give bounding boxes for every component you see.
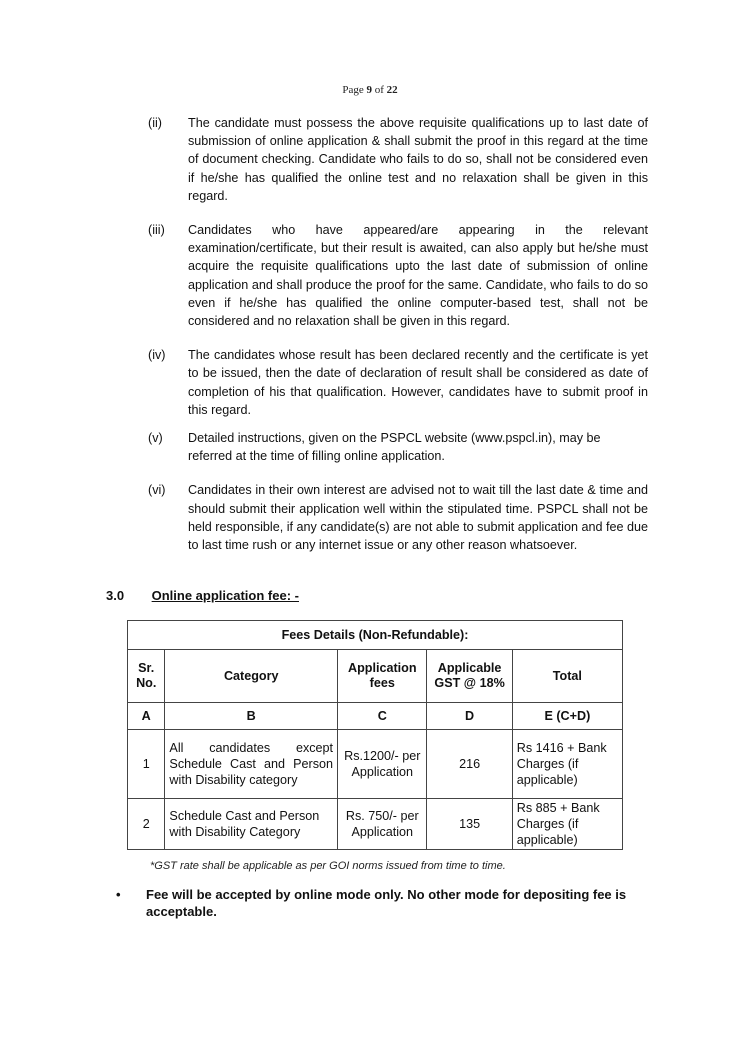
cell-sr: 1 (128, 730, 165, 799)
gst-footnote: *GST rate shall be applicable as per GOI norms issued from time to time. (150, 860, 506, 872)
fee-table (127, 620, 623, 850)
bullet-icon: • (116, 887, 121, 902)
fee-table-title: Fees Details (Non-Refundable): (128, 621, 623, 650)
section-title: Online application fee: - (151, 588, 299, 603)
column-header-sr-no: Sr. No. (128, 650, 165, 703)
list-item (148, 429, 648, 465)
column-header-total: Total (512, 650, 622, 703)
item-number: (iv) (148, 348, 166, 363)
column-header-application-fees: Application fees (338, 650, 427, 703)
list-item (148, 481, 648, 554)
item-text: The candidates whose result has been declared recently and the certificate is yet to be issued, then the date of declaration of result shall be considered as date of completion of his that qualification. However, candidates have to submit proof in this regard. (188, 348, 648, 417)
page-total: 22 (386, 84, 398, 96)
fee-mode-note (116, 886, 636, 920)
page-number (0, 84, 740, 96)
column-letter: B (165, 703, 338, 730)
list-item (148, 346, 648, 419)
column-letter: E (C+D) (512, 703, 622, 730)
list-item (148, 221, 648, 330)
table-row (128, 799, 623, 850)
item-text: Candidates in their own interest are advised not to wait till the last date & time and should submit their application well within the stipulated time. PSPCL shall not be held responsible, if any candidate(s) are not able to submit application and fee due to last time rush or any internet issue or any other reason whatsoever. (188, 483, 648, 553)
cell-gst: 135 (427, 799, 512, 850)
cell-category: Schedule Cast and Person with Disability Category (165, 799, 338, 850)
item-number: (ii) (148, 116, 162, 130)
column-header-category: Category (165, 650, 338, 703)
cell-gst: 216 (427, 730, 512, 799)
cell-fee: Rs. 750/- per Application (338, 799, 427, 850)
fee-mode-text: Fee will be accepted by online mode only. No other mode for depositing fee is acceptable. (146, 887, 627, 919)
item-text: The candidate must possess the above requisite qualifications up to last date of submission of online application & shall submit the proof in this regard at the time of document checking. Candidate who fails to do so, shall not be considered even if he/she has qualified the online test and no relaxation shall be given in this regard. (188, 116, 648, 203)
cell-sr: 2 (128, 799, 165, 850)
item-text: Candidates who have appeared/are appearing in the relevant examination/certificate, but their result is awaited, can also apply but he/she must acquire the requisite qualifications upto the last date of submission of online application and shall produce the proof for the same. Candidate, who fails to do so even if he/she has qualified the online computer-based test, shall not be considered and no relaxation shall be given in this regard. (188, 223, 648, 329)
table-row (128, 730, 623, 799)
cell-fee: Rs.1200/- per Application (338, 730, 427, 799)
column-letter: A (128, 703, 165, 730)
section-heading (106, 588, 299, 603)
page-of: of (374, 84, 384, 96)
list-item (148, 114, 648, 205)
cell-category: All candidates except Schedule Cast and Person with Disability category (165, 730, 338, 799)
cell-total: Rs 1416 + Bank Charges (if applicable) (512, 730, 622, 799)
eligibility-list (148, 114, 648, 554)
item-text: Detailed instructions, given on the PSPCL website (www.pspcl.in), may be referred at the time of filling online application. (188, 431, 601, 464)
section-number: 3.0 (106, 588, 125, 603)
cell-total: Rs 885 + Bank Charges (if applicable) (512, 799, 622, 850)
item-number: (iii) (148, 223, 165, 238)
item-number: (v) (148, 431, 163, 446)
column-header-gst: Applicable GST @ 18% (427, 650, 512, 703)
column-letter: C (338, 703, 427, 730)
page-current: 9 (366, 84, 372, 96)
column-letter: D (427, 703, 512, 730)
item-number: (vi) (148, 483, 166, 498)
page-prefix: Page (342, 84, 364, 96)
